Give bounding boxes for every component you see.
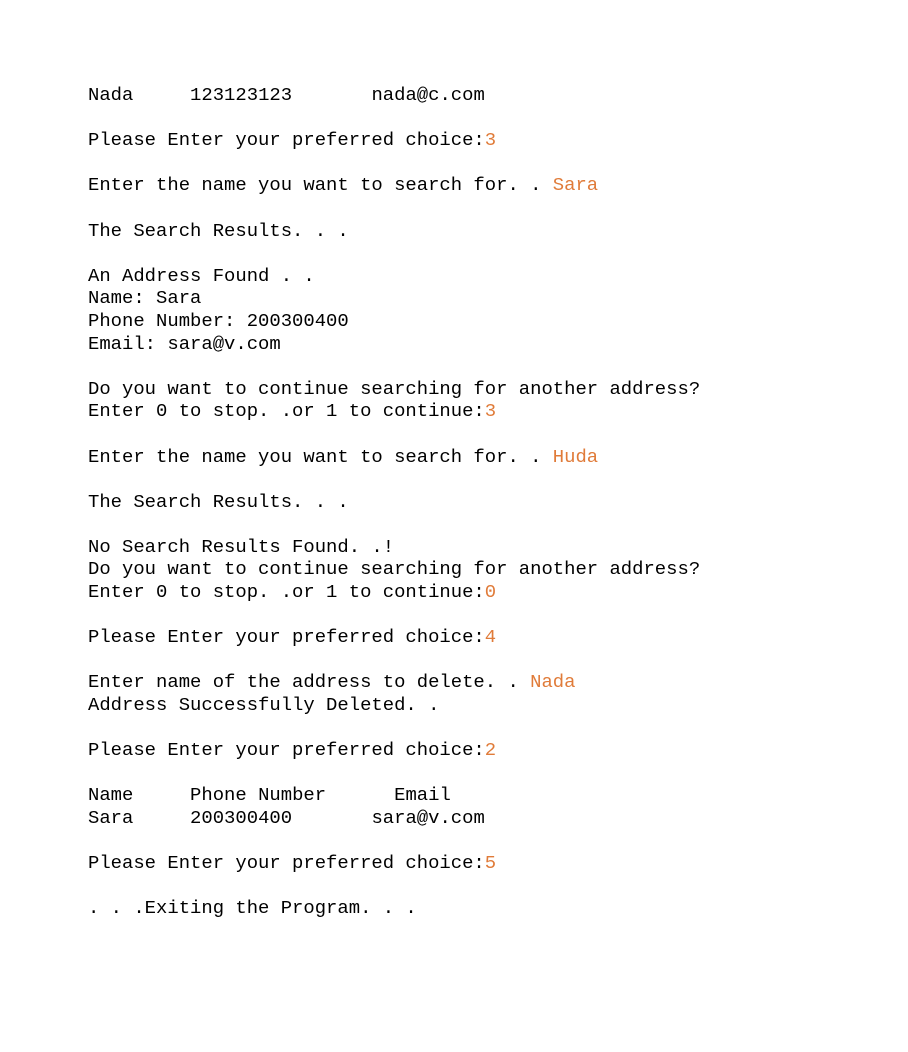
found-phone: Phone Number: 200300400	[88, 309, 349, 332]
continue-prompt-line	[88, 581, 888, 604]
table-row	[88, 807, 888, 830]
row-name: Nada	[88, 84, 134, 106]
row-email: sara@v.com	[371, 807, 485, 829]
search-results-header: The Search Results. . .	[88, 219, 349, 242]
choice-prompt: Please Enter your preferred choice:	[88, 626, 485, 649]
continue-input: 0	[484, 581, 497, 604]
table-header-row	[88, 784, 888, 807]
search-input: Sara	[552, 174, 599, 197]
continue-input: 3	[484, 400, 497, 423]
choice-prompt-line	[88, 739, 888, 762]
row-email: nada@c.com	[371, 84, 485, 106]
address-row-nada	[88, 84, 888, 107]
choice-input: 4	[484, 626, 497, 649]
search-results-header: The Search Results. . .	[88, 490, 349, 513]
continue-prompt-line	[88, 400, 888, 423]
search-prompt: Enter the name you want to search for. .	[88, 445, 553, 468]
choice-prompt-line	[88, 129, 888, 152]
search-prompt-line	[88, 174, 888, 197]
address-found-title: An Address Found . .	[88, 264, 315, 287]
choice-prompt-line	[88, 852, 888, 875]
header-email: Email	[394, 784, 451, 807]
choice-prompt: Please Enter your preferred choice:	[88, 739, 485, 762]
row-phone: 123123123	[190, 84, 293, 106]
choice-prompt: Please Enter your preferred choice:	[88, 129, 485, 152]
continue-question: Do you want to continue searching for another address?	[88, 377, 701, 400]
found-email: Email: sara@v.com	[88, 332, 281, 355]
exit-message: . . .Exiting the Program. . .	[88, 897, 417, 920]
continue-prompt: Enter 0 to stop. .or 1 to continue:	[88, 400, 485, 423]
search-input: Huda	[552, 445, 599, 468]
no-results-message: No Search Results Found. .!	[88, 535, 395, 558]
choice-prompt-line	[88, 626, 888, 649]
delete-input: Nada	[530, 671, 576, 694]
console-output	[88, 84, 888, 920]
search-prompt: Enter the name you want to search for. .	[88, 174, 553, 197]
row-phone: 200300400	[190, 807, 293, 829]
choice-input: 5	[484, 852, 497, 875]
header-name: Name	[88, 784, 134, 807]
found-name: Name: Sara	[88, 287, 202, 310]
choice-input: 2	[484, 739, 497, 762]
delete-prompt: Enter name of the address to delete. .	[88, 671, 531, 694]
header-phone: Phone Number	[190, 784, 327, 807]
choice-prompt: Please Enter your preferred choice:	[88, 852, 485, 875]
choice-input: 3	[484, 129, 497, 152]
delete-prompt-line	[88, 671, 888, 694]
row-name: Sara	[88, 807, 134, 829]
continue-prompt: Enter 0 to stop. .or 1 to continue:	[88, 581, 485, 604]
search-prompt-line	[88, 446, 888, 469]
continue-question: Do you want to continue searching for another address?	[88, 558, 701, 581]
delete-confirmation: Address Successfully Deleted. .	[88, 694, 440, 717]
